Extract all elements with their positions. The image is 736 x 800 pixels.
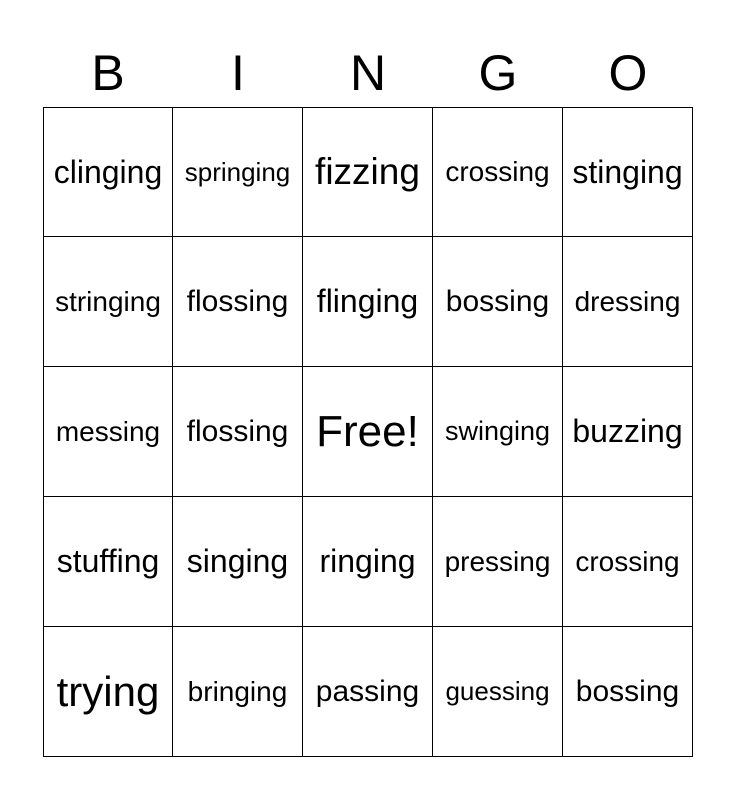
cell-word: flossing bbox=[186, 414, 289, 448]
cell-word: flossing bbox=[186, 284, 289, 318]
bingo-cell[interactable] bbox=[43, 497, 173, 627]
cell-word: Free! bbox=[316, 406, 419, 456]
cell-word: trying bbox=[56, 667, 160, 715]
header-letter-g: G bbox=[478, 45, 518, 101]
bingo-cell[interactable] bbox=[43, 107, 173, 237]
cell-word: stringing bbox=[55, 285, 161, 317]
cell-word: clinging bbox=[53, 153, 163, 190]
cell-word: crossing bbox=[575, 545, 680, 577]
cell-word: stinging bbox=[572, 153, 683, 190]
bingo-cell[interactable] bbox=[173, 237, 303, 367]
header-letter-b: B bbox=[91, 45, 125, 101]
bingo-cell[interactable] bbox=[303, 497, 433, 627]
bingo-cell[interactable] bbox=[563, 107, 693, 237]
header-letter-o: O bbox=[608, 45, 648, 101]
bingo-cell[interactable] bbox=[303, 107, 433, 237]
bingo-cell[interactable] bbox=[173, 497, 303, 627]
cell-word: messing bbox=[55, 415, 161, 447]
cell-word: swinging bbox=[444, 416, 551, 446]
cell-word: buzzing bbox=[572, 413, 683, 449]
header-letter-i: I bbox=[231, 45, 245, 101]
bingo-board bbox=[43, 107, 693, 757]
bingo-header bbox=[43, 40, 693, 106]
cell-word: crossing bbox=[445, 156, 550, 187]
bingo-cell[interactable] bbox=[43, 367, 173, 497]
header-letter-n: N bbox=[349, 45, 387, 101]
cell-word: singing bbox=[186, 543, 289, 579]
bingo-cell[interactable] bbox=[173, 367, 303, 497]
bingo-cell[interactable] bbox=[303, 237, 433, 367]
bingo-cell[interactable] bbox=[563, 237, 693, 367]
bingo-cell[interactable] bbox=[563, 367, 693, 497]
cell-word: pressing bbox=[444, 545, 551, 577]
cell-word: springing bbox=[184, 156, 291, 187]
bingo-cell[interactable] bbox=[43, 237, 173, 367]
cell-word: fizzing bbox=[315, 151, 420, 192]
bingo-cell[interactable] bbox=[433, 627, 563, 757]
cell-word: flinging bbox=[316, 283, 419, 319]
bingo-cell[interactable] bbox=[43, 627, 173, 757]
bingo-cell[interactable] bbox=[303, 627, 433, 757]
cell-word: stuffing bbox=[56, 543, 160, 579]
bingo-cell[interactable] bbox=[173, 107, 303, 237]
bingo-cell[interactable] bbox=[433, 497, 563, 627]
bingo-cell[interactable] bbox=[433, 367, 563, 497]
free-space-cell[interactable] bbox=[303, 367, 433, 497]
bingo-cell[interactable] bbox=[173, 627, 303, 757]
bingo-cell[interactable] bbox=[563, 497, 693, 627]
cell-word: dressing bbox=[574, 285, 681, 317]
cell-word: passing bbox=[315, 674, 420, 708]
cell-word: guessing bbox=[445, 676, 550, 706]
bingo-cell[interactable] bbox=[433, 237, 563, 367]
cell-word: ringing bbox=[319, 543, 416, 579]
cell-word: bringing bbox=[187, 675, 288, 707]
bingo-cell[interactable] bbox=[563, 627, 693, 757]
cell-word: bossing bbox=[575, 674, 680, 708]
cell-word: bossing bbox=[445, 284, 550, 318]
bingo-cell[interactable] bbox=[433, 107, 563, 237]
